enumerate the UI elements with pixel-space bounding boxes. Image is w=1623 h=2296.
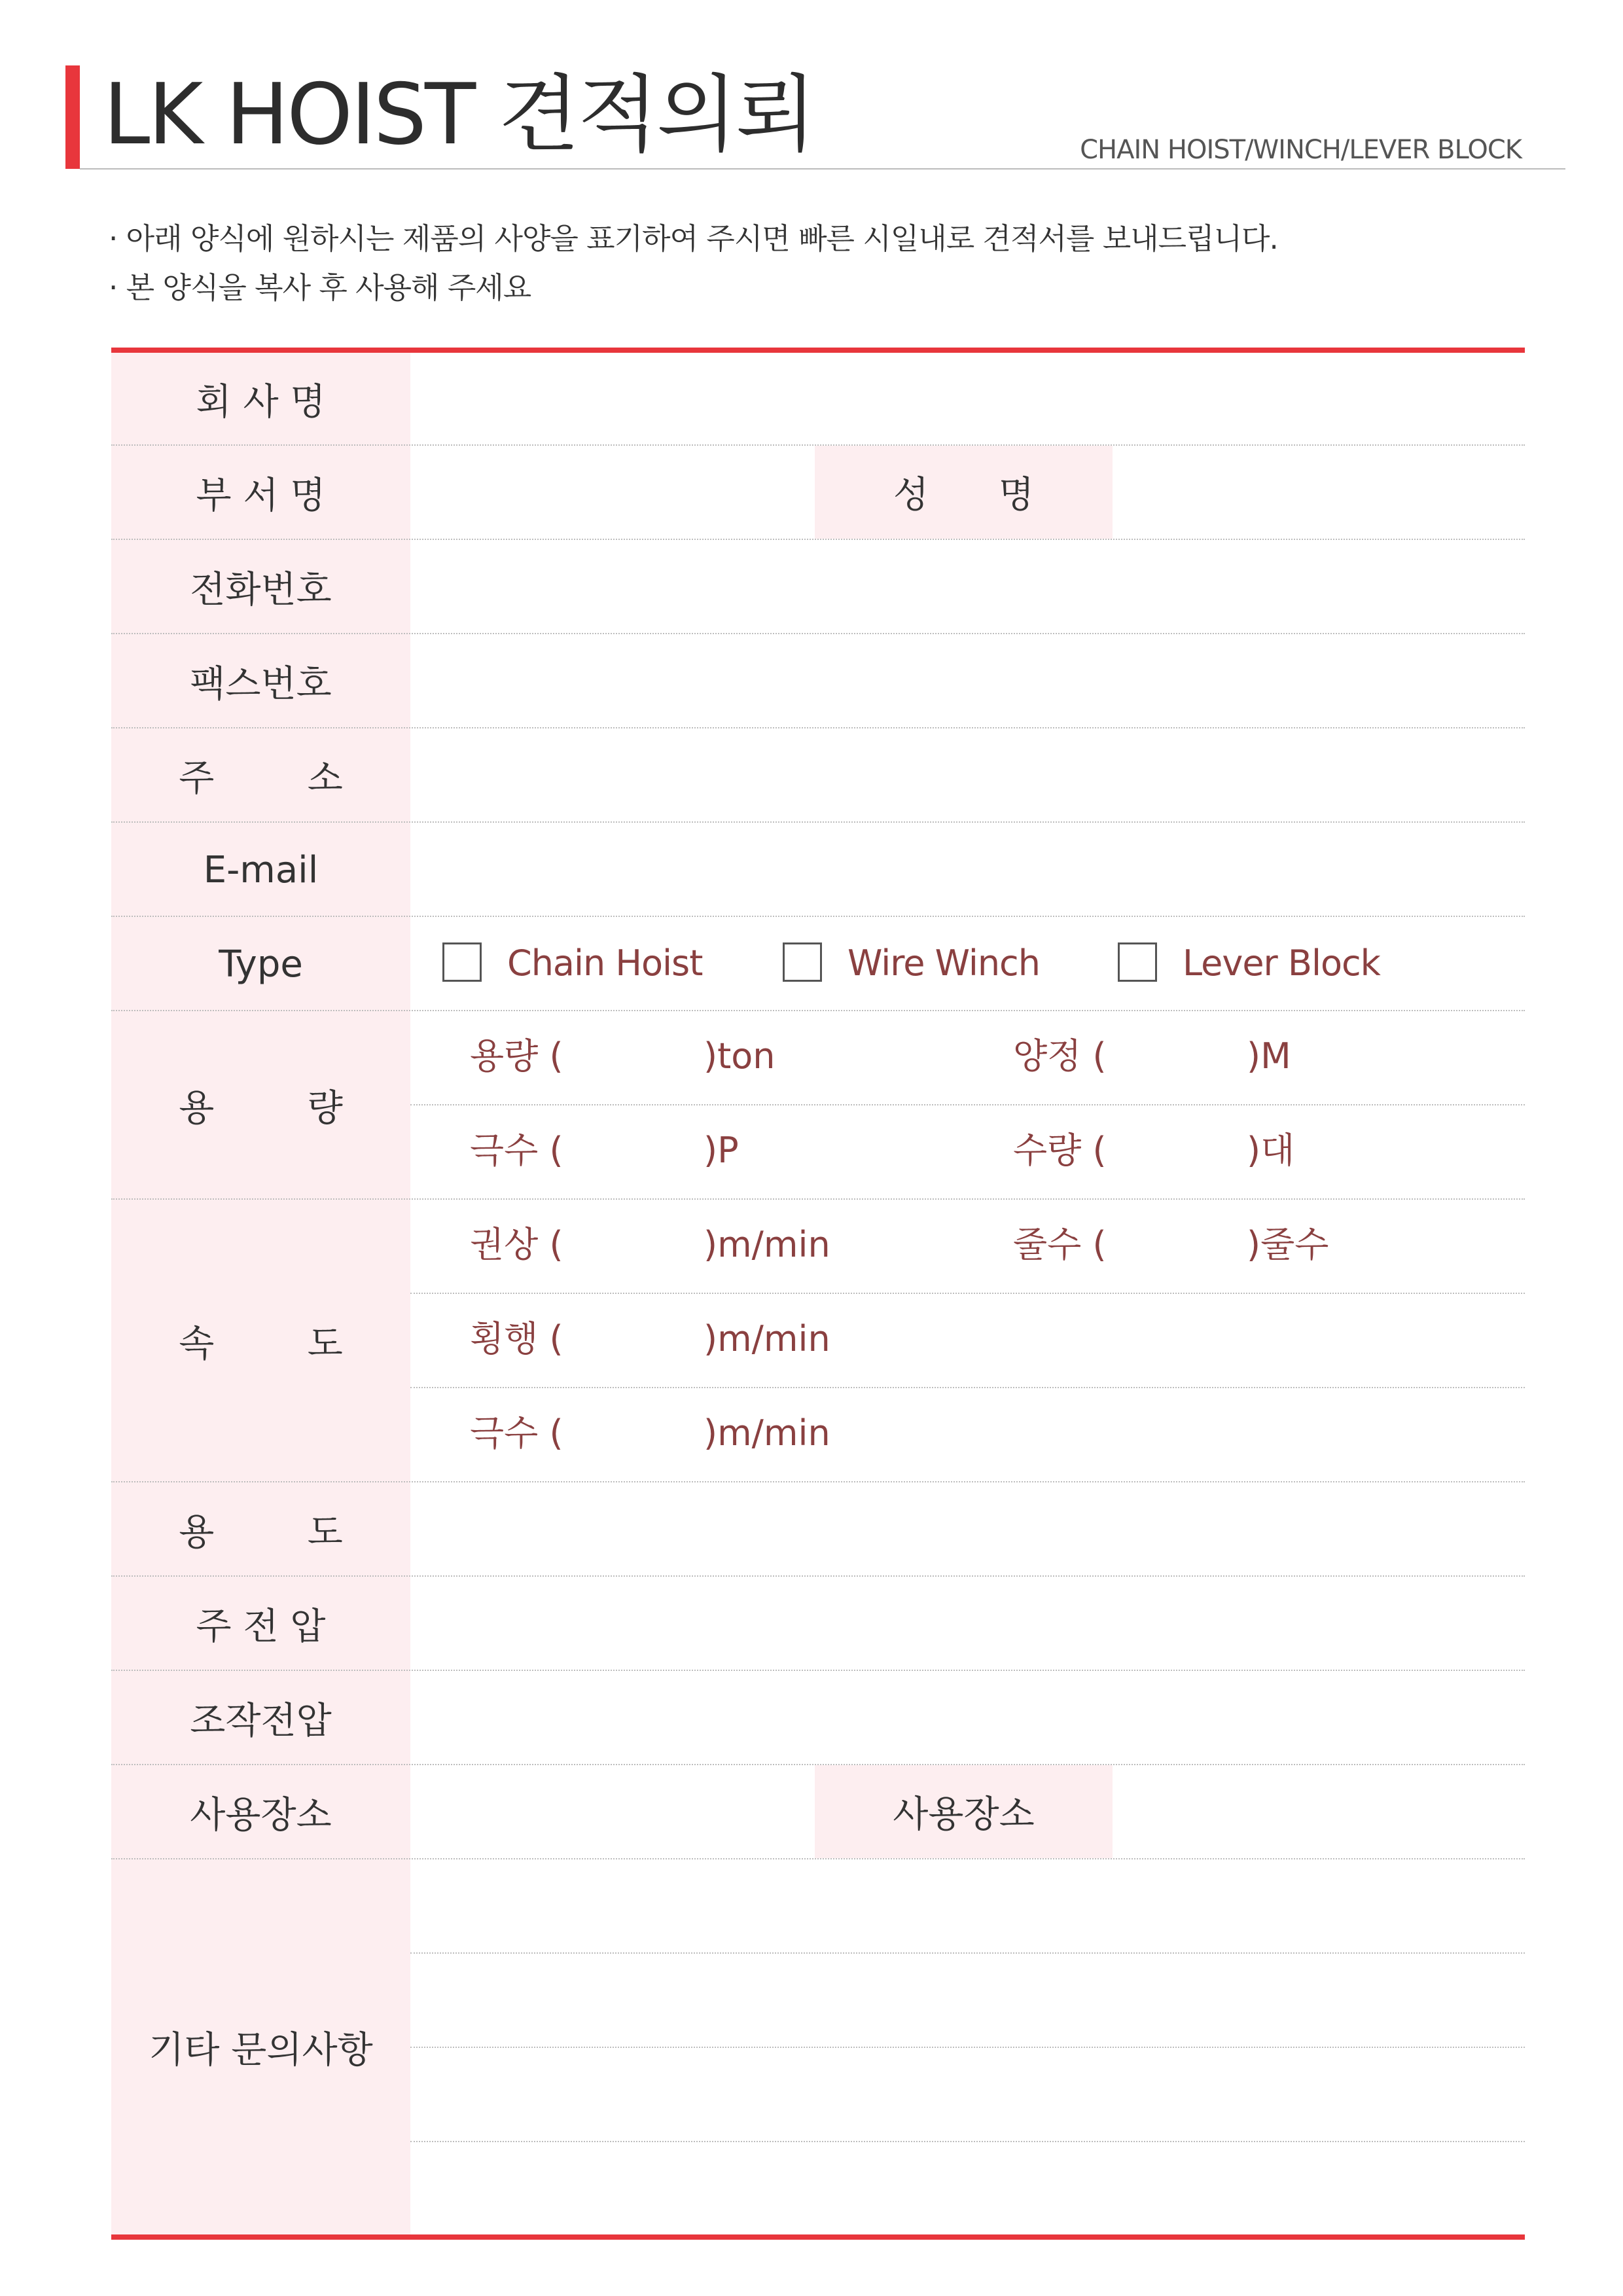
form-top-border [111, 348, 1525, 353]
row-divider [410, 2141, 1525, 2142]
capacity-label: 용 량 [179, 1087, 343, 1130]
phone-label: 전화번호 [190, 569, 332, 611]
chain-hoist-checkbox[interactable] [442, 942, 482, 982]
poles-field-prefix: 극수 ( [470, 1130, 563, 1171]
lever-block-checkbox[interactable] [1118, 942, 1157, 982]
traverse-speed-prefix: 횡행 ( [470, 1318, 563, 1359]
quantity-field-prefix: 수량 ( [1013, 1130, 1107, 1171]
quantity-field-suffix: )대 [1247, 1130, 1295, 1171]
location-label: 사용장소 [190, 1794, 332, 1837]
fax-label: 팩스번호 [190, 663, 332, 706]
wire-winch-checkbox[interactable] [783, 942, 822, 982]
falls-field-prefix: 줄수 ( [1013, 1224, 1107, 1265]
instruction-note: · 본 양식을 복사 후 사용해 주세요 [109, 270, 531, 305]
poles-speed-prefix: 극수 ( [470, 1412, 563, 1454]
row-divider [410, 2047, 1525, 2048]
falls-field-suffix: )줄수 [1247, 1224, 1329, 1265]
poles-field-suffix: )P [704, 1130, 739, 1171]
row-divider [410, 1293, 1525, 1294]
main-voltage-label: 주 전 압 [196, 1605, 326, 1648]
speed-label: 속 도 [179, 1323, 343, 1365]
usage-label: 용 도 [179, 1511, 343, 1554]
wire-winch-option-label: Wire Winch [847, 942, 1040, 984]
lift-height-field-prefix: 양정 ( [1013, 1035, 1107, 1077]
lever-block-option-label: Lever Block [1183, 942, 1380, 984]
hoisting-speed-suffix: )m/min [704, 1224, 830, 1265]
row-divider [410, 1952, 1525, 1954]
traverse-speed-suffix: )m/min [704, 1318, 830, 1359]
address-label: 주 소 [179, 757, 343, 800]
title-accent-bar [65, 65, 80, 169]
department-label: 부 서 명 [196, 475, 326, 517]
row-divider [410, 1387, 1525, 1388]
chain-hoist-option-label: Chain Hoist [507, 942, 703, 984]
page-title: LK HOIST 견적의뢰 [103, 66, 815, 164]
row-divider [410, 1104, 1525, 1105]
lift-height-field-suffix: )M [1247, 1035, 1291, 1077]
location-label-right: 사용장소 [893, 1793, 1035, 1836]
capacity-field-prefix: 용량 ( [470, 1035, 563, 1077]
type-label: Type [219, 942, 303, 986]
company-label: 회 사 명 [196, 381, 326, 423]
control-voltage-label: 조작전압 [190, 1700, 332, 1742]
instruction-note: · 아래 양식에 원하시는 제품의 사양을 표기하여 주시면 빠른 시일내로 견적서를 보내드립니다. [109, 221, 1278, 256]
form-bottom-border [111, 2234, 1525, 2240]
poles-speed-suffix: )m/min [704, 1412, 830, 1454]
name-label: 성 명 [893, 474, 1034, 516]
page-subtitle: CHAIN HOIST/WINCH/LEVER BLOCK [1080, 135, 1522, 165]
capacity-field-suffix: )ton [704, 1035, 776, 1077]
hoisting-speed-prefix: 권상 ( [470, 1224, 563, 1265]
email-label: E-mail [203, 848, 319, 891]
other-inquiry-label: 기타 문의사항 [149, 2028, 373, 2072]
title-divider [80, 168, 1565, 170]
